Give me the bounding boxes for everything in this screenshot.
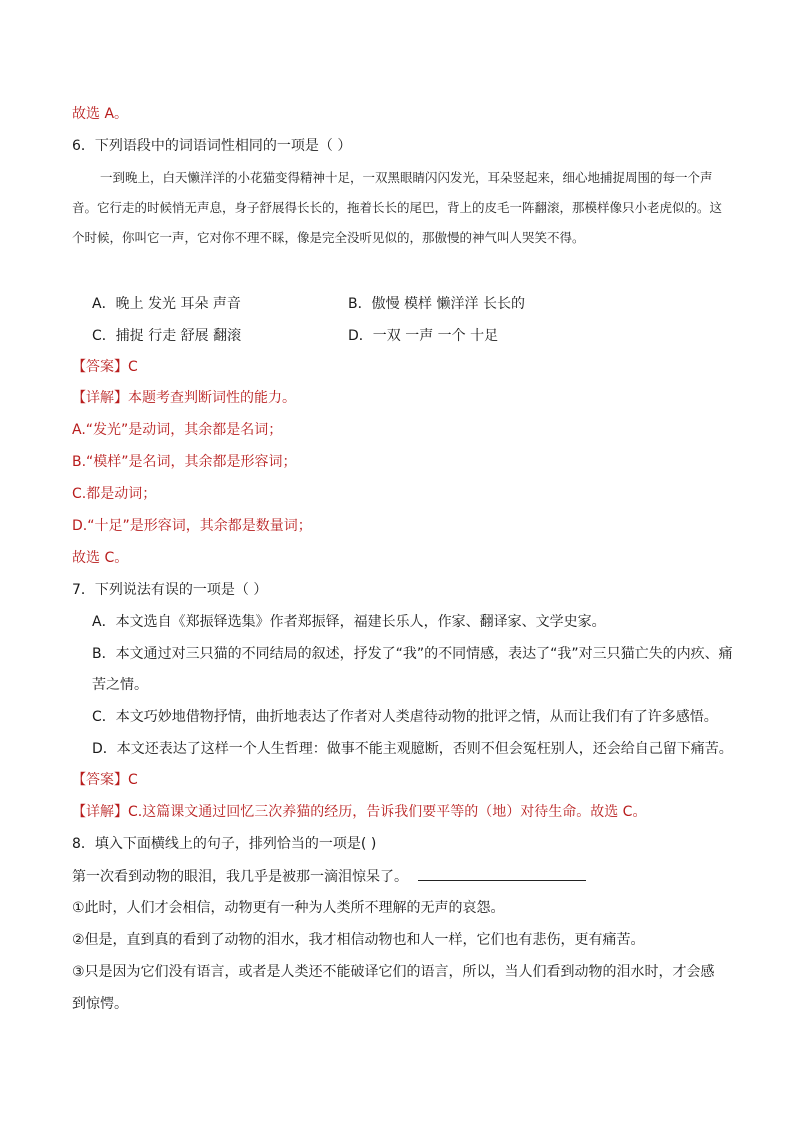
q8-stem: 8．填入下面横线上的句子，排列恰当的一项是( )	[72, 836, 377, 852]
q8-lead-text: 第一次看到动物的眼泪，我几乎是被那一滴泪惊呆了。	[72, 869, 408, 885]
q6-passage: 一到晚上，白天懒洋洋的小花猫变得精神十足，一双黑眼睛闪闪发光，耳朵竖起来，细心地捕捉周围的每一个声音。它行走的时候悄无声息，身子舒展得长长的，拖着长长的尾巴，背上的皮毛一阵翻滚，那模样像只小老虎似的。这个时候，你叫它一声，它对你不理不睬，像是完全没听见似的，那傲慢的神气叫人哭笑不得。	[72, 170, 723, 245]
q7-answer	[72, 770, 138, 790]
answer-tag: 【答案】	[72, 772, 128, 788]
q8-sentence-3: ③只是因为它们没有语言，或者是人类还不能破译它们的语言，所以，当人们看到动物的泪水时，才会感	[72, 964, 715, 980]
answer-value: C	[128, 359, 138, 375]
detail-tag: 【详解】	[72, 804, 128, 820]
q6-conclusion: 故选 C。	[72, 550, 129, 566]
q8-sentence-1: ①此时，人们才会相信，动物更有一种为人类所不理解的无声的哀怨。	[72, 900, 505, 916]
q7-option-b: B．本文通过对三只猫的不同结局的叙述，抒发了“我”的不同情感，表达了“我”对三只猫亡失的内疚、痛	[92, 646, 733, 662]
q7-detail	[72, 802, 646, 822]
q7-option-b-continued: 苦之情。	[92, 677, 148, 693]
q6-explanation-d: D.“十足”是形容词，其余都是数量词；	[72, 518, 312, 534]
q6-option-d: D．一双 一声 一个 十足	[348, 328, 499, 344]
q7-stem: 7．下列说法有误的一项是（ ）	[72, 582, 268, 598]
q6-explanation-a: A.“发光”是动词，其余都是名词；	[72, 422, 283, 438]
detail-text: 本题考查判断词性的能力。	[128, 390, 296, 406]
q7-option-a: A．本文选自《郑振铎选集》作者郑振铎，福建长乐人，作家、翻译家、文学史家。	[92, 614, 606, 630]
q8-sentence-3-continued: 到惊愕。	[72, 996, 128, 1012]
q6-explanation-c: C.都是动词；	[72, 486, 157, 502]
q6-option-c: C．捕捉 行走 舒展 翻滚	[92, 328, 242, 344]
q6-option-b: B．傲慢 模样 懒洋洋 长长的	[348, 296, 525, 312]
q7-option-c: C．本文巧妙地借物抒情，曲折地表达了作者对人类虐待动物的批评之情，从而让我们有了许多感悟。	[92, 709, 718, 725]
q8-sentence-2: ②但是，直到真的看到了动物的泪水，我才相信动物也和人一样，它们也有悲伤，更有痛苦。	[72, 932, 645, 948]
q8-lead-sentence	[72, 866, 586, 887]
detail-text: C.这篇课文通过回忆三次养猫的经历，告诉我们要平等的（地）对待生命。故选 C。	[128, 804, 647, 820]
q6-stem: 6．下列语段中的词语词性相同的一项是（ ）	[72, 138, 352, 154]
q6-option-a: A．晚上 发光 耳朵 声音	[92, 296, 241, 312]
q7-option-d: D．本文还表达了这样一个人生哲理：做事不能主观臆断，否则不但会冤枉别人，还会给自己留下痛苦。	[92, 741, 733, 757]
q6-answer	[72, 357, 138, 377]
detail-tag: 【详解】	[72, 390, 128, 406]
q5-conclusion: 故选 A。	[72, 106, 129, 122]
q6-explanation-b: B.“模样”是名词，其余都是形容词；	[72, 454, 297, 470]
answer-value: C	[128, 772, 138, 788]
q6-detail	[72, 388, 296, 408]
answer-blank-line	[418, 866, 586, 881]
answer-tag: 【答案】	[72, 359, 128, 375]
